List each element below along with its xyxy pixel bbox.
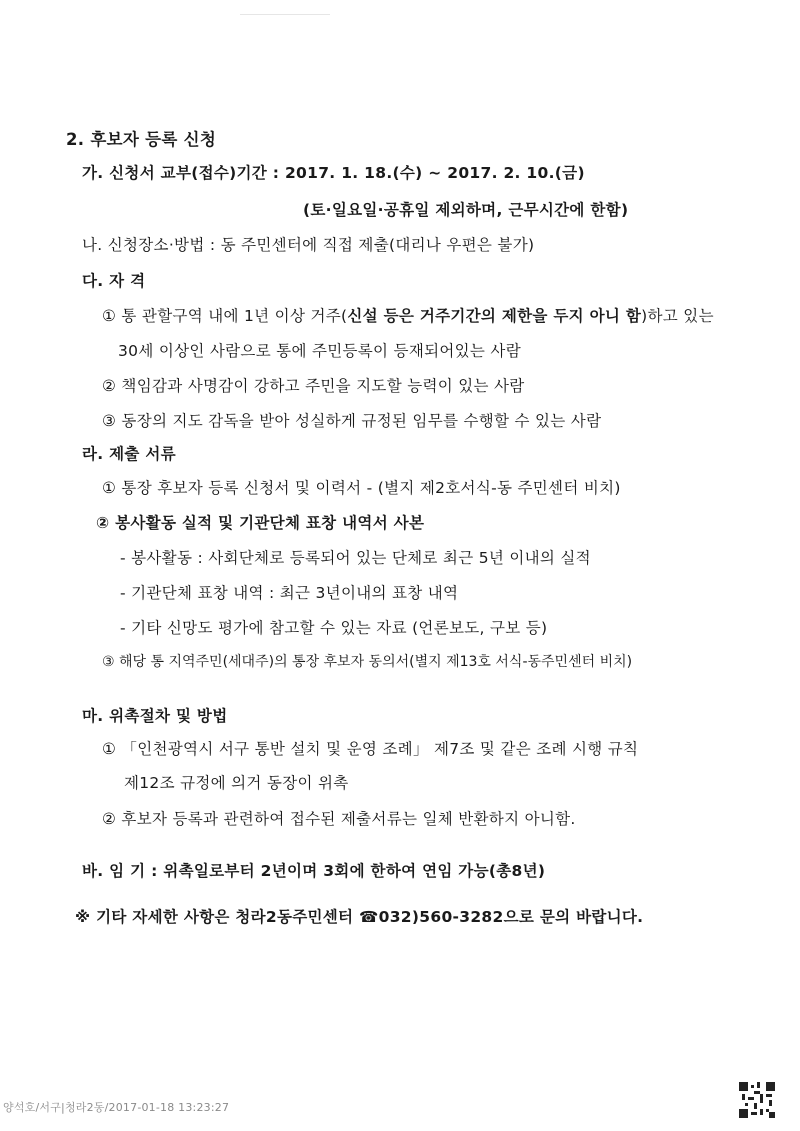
- contact-note: ※ 기타 자세한 사항은 청라2동주민센터 ☎032)560-3282으로 문의 바랍니다.: [75, 908, 644, 926]
- da-item-1: [102, 305, 714, 327]
- section-title: 2. 후보자 등록 신청: [66, 130, 217, 149]
- ra-item-2: ② 봉사활동 실적 및 기관단체 표창 내역서 사본: [96, 514, 425, 532]
- da-item-1-emphasis: 신설 등은 거주기간의 제한을 두지 아니 함: [347, 307, 642, 325]
- ra-sub-3: - 기타 신망도 평가에 참고할 수 있는 자료 (언론보도, 구보 등): [120, 619, 548, 637]
- ga-period-line: 가. 신청서 교부(접수)기간 : 2017. 1. 18.(수) ~ 2017. 2. 10.(금): [82, 164, 585, 182]
- ga-period-note: (토·일요일·공휴일 제외하며, 근무시간에 한함): [303, 201, 629, 219]
- ra-sub-1: - 봉사활동 : 사회단체로 등록되어 있는 단체로 최근 5년 이내의 실적: [120, 549, 591, 567]
- ra-sub-2: - 기관단체 표창 내역 : 최근 3년이내의 표창 내역: [120, 584, 459, 602]
- na-text: 나. 신청장소·방법 : 동 주민센터에 직접 제출(대리나 우편은 불가): [82, 236, 535, 254]
- ba-term: 바. 임 기 : 위촉일로부터 2년이며 3회에 한하여 연임 가능(총8년): [82, 862, 546, 880]
- ma-item-1-cont: 제12조 규정에 의거 동장이 위촉: [124, 774, 349, 792]
- da-item-3: ③ 동장의 지도 감독을 받아 성실하게 규정된 임무를 수행할 수 있는 사람: [102, 412, 602, 430]
- da-item-1-cont: 30세 이상인 사람으로 통에 주민등록이 등재되어있는 사람: [118, 342, 521, 360]
- scan-mark: [240, 0, 330, 15]
- ra-title: 라. 제출 서류: [82, 445, 176, 463]
- da-item-1-suffix: )하고 있는: [641, 307, 714, 325]
- document-footer: 양석호/서구|청라2동/2017-01-18 13:23:27: [3, 1101, 230, 1114]
- ma-item-2: ② 후보자 등록과 관련하여 접수된 제출서류는 일체 반환하지 아니함.: [102, 810, 576, 828]
- ma-title: 마. 위촉절차 및 방법: [82, 707, 228, 725]
- ma-item-1: ① 「인천광역시 서구 통반 설치 및 운영 조례」 제7조 및 같은 조례 시행 규칙: [102, 740, 639, 758]
- da-item-1-prefix: ① 통 관할구역 내에 1년 이상 거주(: [102, 307, 348, 325]
- qr-code-icon: [739, 1082, 775, 1118]
- da-title: 다. 자 격: [82, 272, 146, 290]
- ra-item-3: ③ 해당 통 지역주민(세대주)의 통장 후보자 동의서(별지 제13호 서식-동주민센터 비치): [102, 654, 633, 670]
- da-item-2: ② 책임감과 사명감이 강하고 주민을 지도할 능력이 있는 사람: [102, 377, 525, 395]
- ra-item-1: ① 통장 후보자 등록 신청서 및 이력서 - (별지 제2호서식-동 주민센터 비치): [102, 479, 621, 497]
- na-place-method: [82, 234, 534, 256]
